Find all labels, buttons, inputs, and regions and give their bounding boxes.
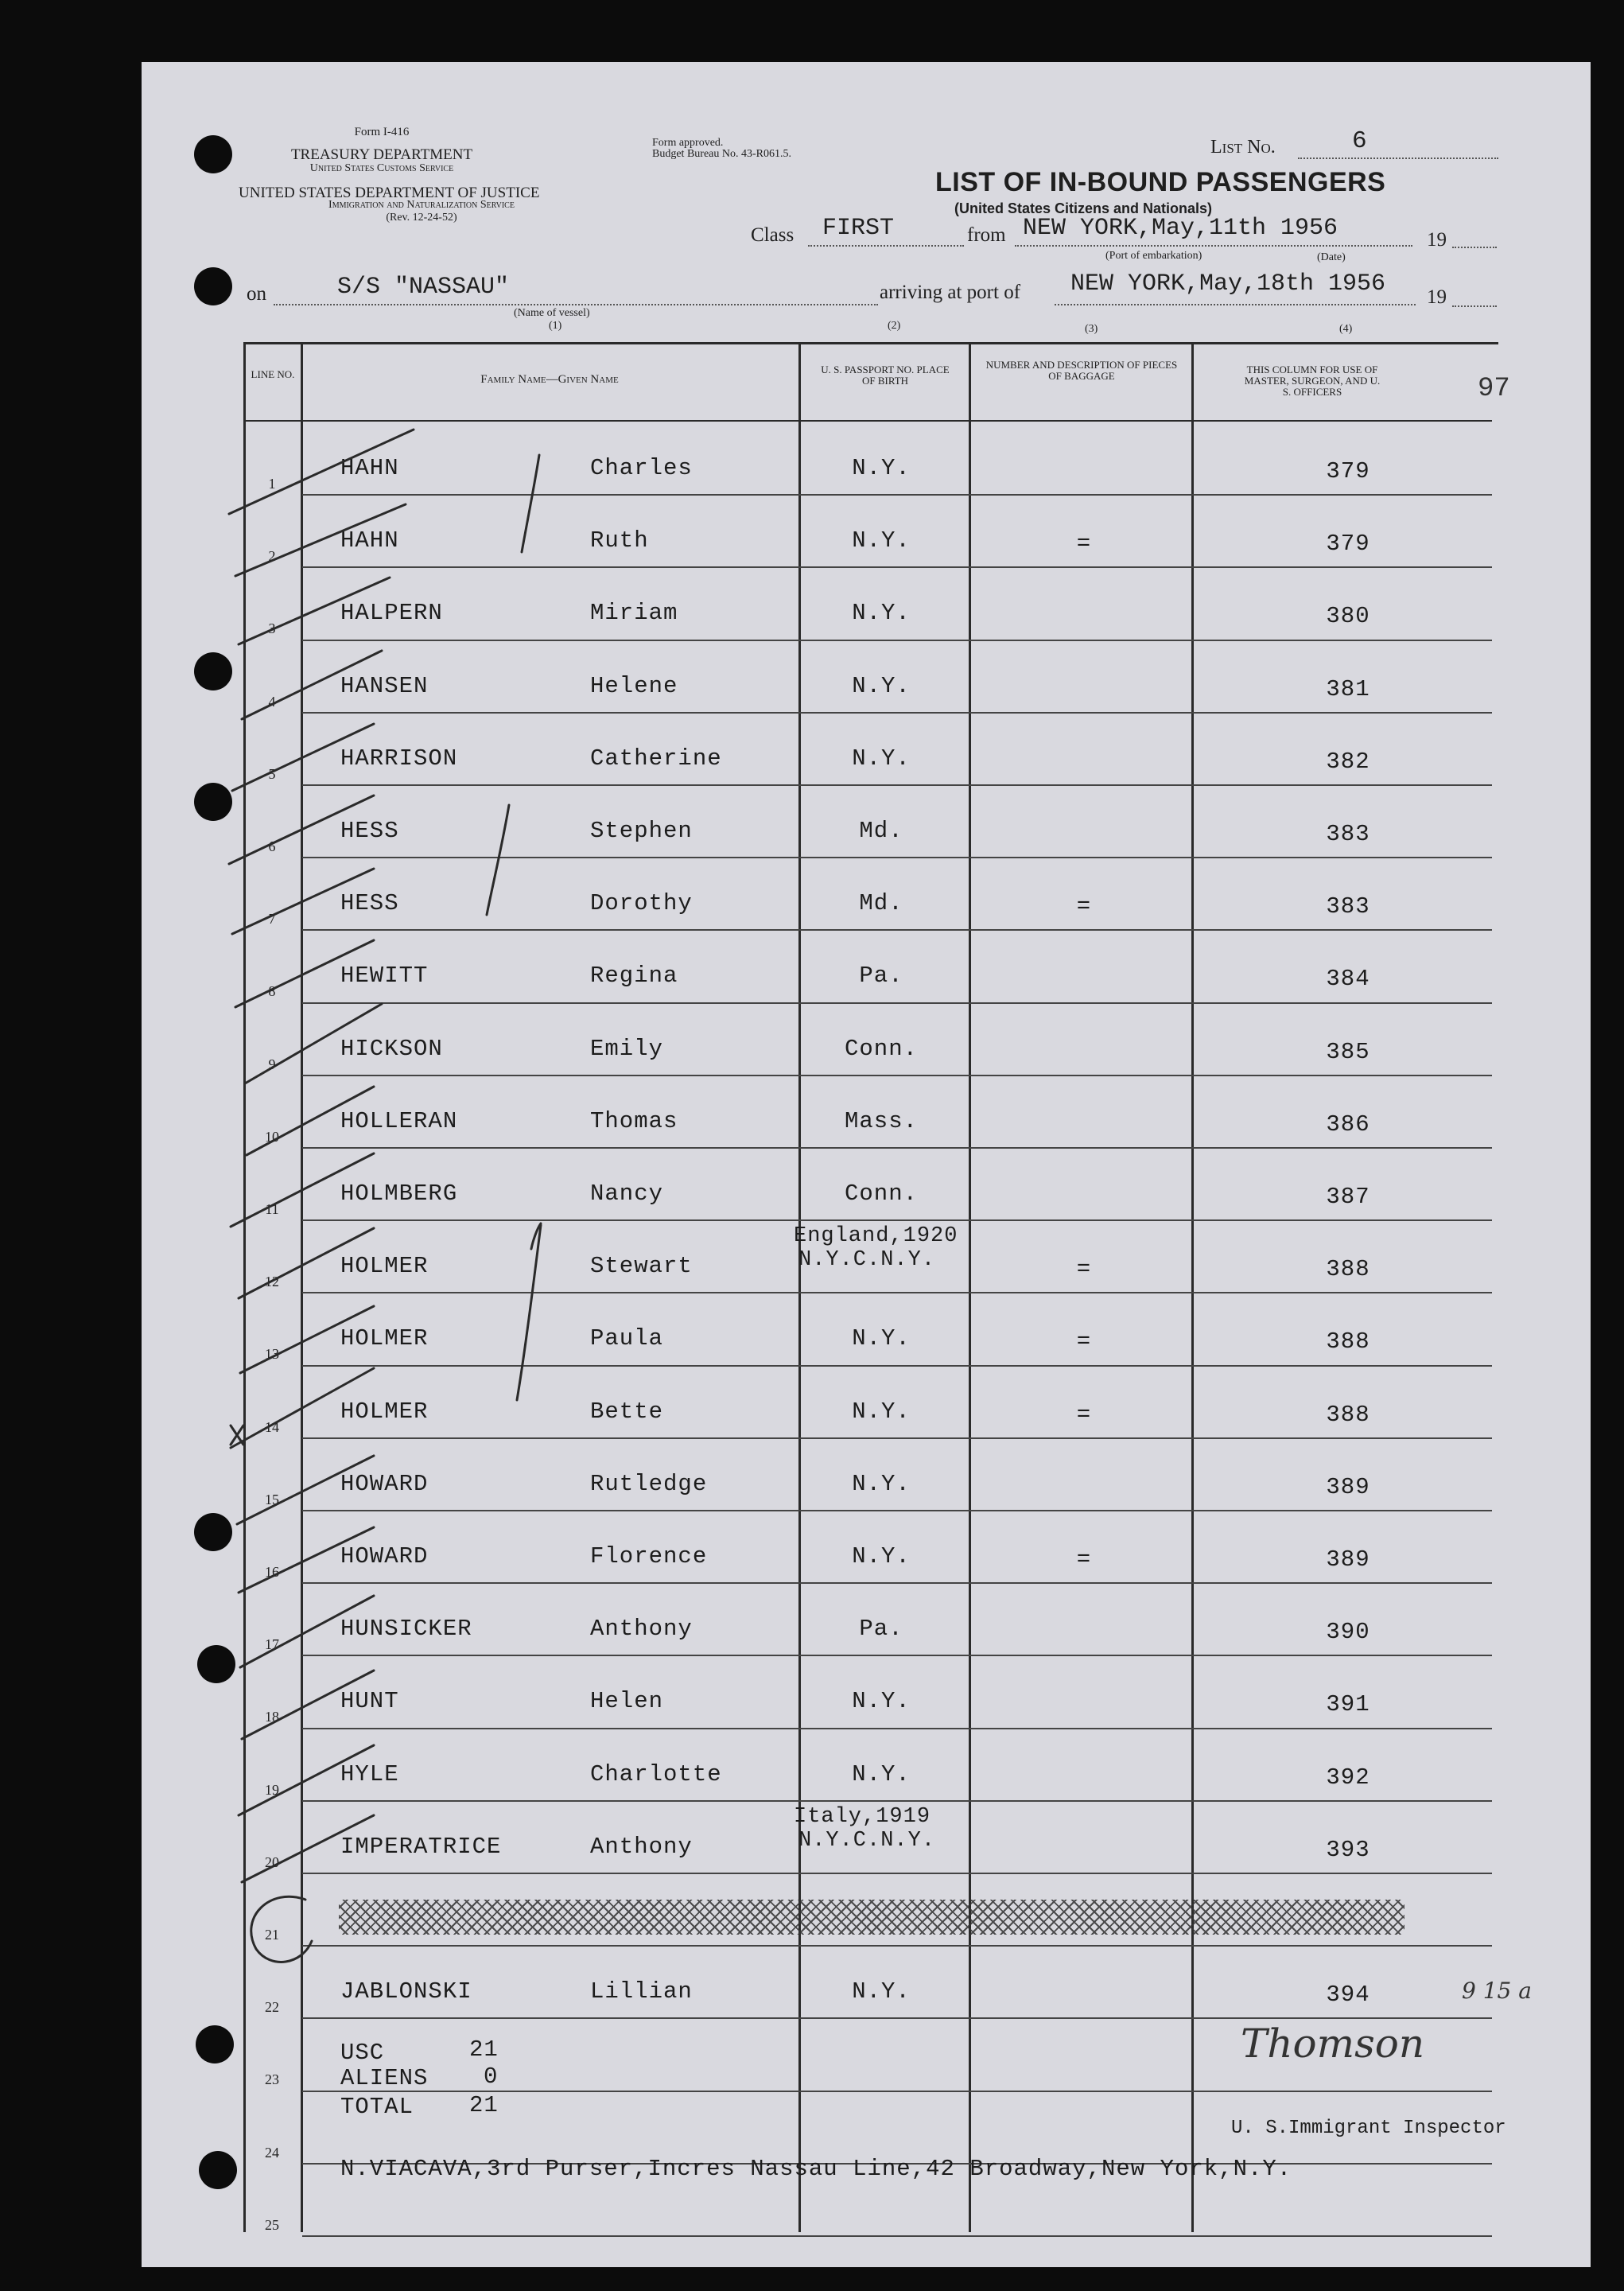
family-name: HARRISON xyxy=(340,745,458,772)
from-label: from xyxy=(967,224,1006,246)
line-number: 24 xyxy=(265,2145,279,2161)
given-name: Stewart xyxy=(590,1253,693,1279)
officer-number: 379 xyxy=(1326,458,1370,484)
date-caption: (Date) xyxy=(1317,251,1346,263)
on-label: on xyxy=(247,283,266,305)
crossed-out-entry xyxy=(339,1900,1404,1935)
baggage-mark: = xyxy=(1076,1546,1092,1573)
baggage-mark: = xyxy=(1076,1402,1092,1428)
purser-line: N.VIACAVA,3rd Purser,Incres Nassau Line,42 Broadway,New York,N.Y. xyxy=(340,2156,1292,2182)
total-count: 21 xyxy=(469,2092,499,2118)
officer-number: 388 xyxy=(1326,1402,1370,1428)
handwritten-page-number: 97 xyxy=(1478,374,1510,404)
birth-country-year: Italy,1919 xyxy=(794,1805,931,1829)
given-name: Dorothy xyxy=(590,890,693,916)
given-name: Anthony xyxy=(590,1834,693,1860)
family-name: JABLONSKI xyxy=(340,1978,472,2005)
col-num-2: (2) xyxy=(888,320,901,332)
family-name: HOWARD xyxy=(340,1543,429,1569)
family-name: HUNT xyxy=(340,1688,399,1714)
line-number: 19 xyxy=(265,1782,279,1798)
vessel-caption: (Name of vessel) xyxy=(514,307,590,319)
family-name: HAHN xyxy=(340,455,399,481)
line-number: 11 xyxy=(265,1201,279,1217)
place-of-birth: Pa. xyxy=(859,963,903,989)
family-name: HOLMER xyxy=(340,1253,429,1279)
officer-number: 383 xyxy=(1326,821,1370,847)
given-name: Catherine xyxy=(590,745,722,772)
col-num-3: (3) xyxy=(1085,323,1098,335)
punch-hole xyxy=(199,2151,237,2189)
place-of-birth: N.Y. xyxy=(852,1398,911,1425)
family-name: HUNSICKER xyxy=(340,1616,472,1642)
vessel-name: S/S "NASSAU" xyxy=(337,274,510,301)
officer-number: 391 xyxy=(1326,1691,1370,1717)
family-name: HYLE xyxy=(340,1761,399,1787)
family-name: HOLMBERG xyxy=(340,1181,458,1207)
from-year-suffix: 19 xyxy=(1427,229,1447,251)
given-name: Paula xyxy=(590,1325,664,1352)
punch-hole xyxy=(194,652,232,690)
inspector-caption: U. S.Immigrant Inspector xyxy=(1231,2118,1506,2139)
officer-number: 385 xyxy=(1326,1039,1370,1065)
officer-number: 382 xyxy=(1326,749,1370,775)
given-name: Charles xyxy=(590,455,693,481)
line-number: 4 xyxy=(268,694,276,710)
usc-label: USC xyxy=(340,2040,385,2066)
budget-bureau: Budget Bureau No. 43-R061.5. xyxy=(652,148,791,160)
given-name: Helen xyxy=(590,1688,664,1714)
family-name: HESS xyxy=(340,890,399,916)
place-of-birth: N.Y. xyxy=(852,1761,911,1787)
arriving-value: NEW YORK,May,18th 1956 xyxy=(1070,270,1386,298)
baggage-mark: = xyxy=(1076,531,1092,557)
arriving-label: arriving at port of xyxy=(880,282,1021,303)
col-header-passport: U. S. PASSPORT NO. PLACE OF BIRTH xyxy=(821,364,950,387)
family-name: IMPERATRICE xyxy=(340,1834,502,1860)
place-of-birth: N.Y. xyxy=(852,1688,911,1714)
given-name: Charlotte xyxy=(590,1761,722,1787)
birth-country-year: England,1920 xyxy=(794,1224,958,1248)
form-subtitle: (United States Citizens and Nationals) xyxy=(954,200,1213,216)
form-number: Form I-416 xyxy=(354,126,410,138)
officer-number: 386 xyxy=(1326,1111,1370,1138)
col-header-baggage: NUMBER AND DESCRIPTION OF PIECES OF BAGGAGE xyxy=(985,359,1178,382)
place-of-birth: N.Y. xyxy=(852,455,911,481)
family-name: HEWITT xyxy=(340,963,429,989)
place-of-birth: Conn. xyxy=(844,1036,918,1062)
line-number: 16 xyxy=(265,1564,279,1580)
line-number: 6 xyxy=(268,838,276,854)
place-of-birth: N.Y.C.N.Y. xyxy=(798,1248,936,1272)
given-name: Florence xyxy=(590,1543,708,1569)
punch-hole xyxy=(197,1645,235,1683)
col-header-name: Family Name—Given Name xyxy=(480,373,619,386)
family-name: HICKSON xyxy=(340,1036,443,1062)
col-header-officers: THIS COLUMN FOR USE OF MASTER, SURGEON, AND U. S. OFFICERS xyxy=(1244,364,1381,398)
line-number: 15 xyxy=(265,1492,279,1507)
ins-service: Immigration and Naturalization Service xyxy=(328,199,515,211)
line-number: 5 xyxy=(268,766,276,782)
officer-number: 393 xyxy=(1326,1837,1370,1863)
place-of-birth: N.Y. xyxy=(852,1325,911,1352)
form-approved: Form approved. xyxy=(652,137,724,149)
given-name: Miriam xyxy=(590,600,678,626)
class-value: FIRST xyxy=(822,215,895,242)
family-name: HOLLERAN xyxy=(340,1108,458,1134)
treasury-dept: TREASURY DEPARTMENT xyxy=(290,146,473,163)
officer-number: 381 xyxy=(1326,676,1370,702)
line-number: 2 xyxy=(268,548,276,564)
class-label: Class xyxy=(751,224,795,246)
line-number: 23 xyxy=(265,2071,279,2087)
family-name: HALPERN xyxy=(340,600,443,626)
col-header-line-no: LINE NO. xyxy=(251,368,295,380)
line-number: 18 xyxy=(265,1709,279,1725)
officer-number: 390 xyxy=(1326,1619,1370,1645)
officer-number: 388 xyxy=(1326,1256,1370,1282)
line-number: 8 xyxy=(268,983,276,999)
inspector-date-mark: 9 15 a xyxy=(1462,1978,1532,2004)
officer-number: 387 xyxy=(1326,1184,1370,1210)
given-name: Ruth xyxy=(590,527,649,554)
customs-service: United States Customs Service xyxy=(309,162,454,174)
family-name: HAHN xyxy=(340,527,399,554)
place-of-birth: N.Y. xyxy=(852,1471,911,1497)
aliens-count: 0 xyxy=(484,2063,499,2090)
given-name: Helene xyxy=(590,673,678,699)
place-of-birth: N.Y. xyxy=(852,745,911,772)
arriving-year-suffix: 19 xyxy=(1427,286,1447,308)
officer-number: 394 xyxy=(1326,1982,1370,2008)
place-of-birth: N.Y. xyxy=(852,600,911,626)
given-name: Bette xyxy=(590,1398,664,1425)
given-name: Nancy xyxy=(590,1181,664,1207)
aliens-label: ALIENS xyxy=(340,2065,429,2091)
family-name: HESS xyxy=(340,818,399,844)
punch-hole xyxy=(194,783,232,821)
place-of-birth: Mass. xyxy=(844,1108,918,1134)
line-number: 9 xyxy=(268,1056,276,1072)
baggage-mark: = xyxy=(1076,1256,1092,1282)
officer-number: 383 xyxy=(1326,893,1370,920)
col-num-1: (1) xyxy=(549,320,562,332)
given-name: Emily xyxy=(590,1036,664,1062)
family-name: HANSEN xyxy=(340,673,429,699)
place-of-birth: N.Y. xyxy=(852,673,911,699)
place-of-birth: Conn. xyxy=(844,1181,918,1207)
line-number: 25 xyxy=(265,2217,279,2233)
officer-number: 389 xyxy=(1326,1546,1370,1573)
family-name: HOLMER xyxy=(340,1325,429,1352)
line-number: 22 xyxy=(265,1999,279,2015)
officer-number: 392 xyxy=(1326,1764,1370,1791)
given-name: Stephen xyxy=(590,818,693,844)
line-number: 13 xyxy=(265,1346,279,1362)
form-title: LIST OF IN-BOUND PASSENGERS xyxy=(935,167,1386,197)
total-label: TOTAL xyxy=(340,2094,414,2120)
line-number: 10 xyxy=(265,1129,279,1145)
inspector-signature: Thomson xyxy=(1241,2021,1425,2067)
list-no-value: 6 xyxy=(1352,127,1367,155)
punch-hole xyxy=(194,1513,232,1551)
col-num-4: (4) xyxy=(1339,323,1353,335)
usc-count: 21 xyxy=(469,2036,499,2063)
port-embark-caption: (Port of embarkation) xyxy=(1105,250,1202,262)
line-number: 21 xyxy=(265,1927,279,1943)
place-of-birth: Pa. xyxy=(859,1616,903,1642)
punch-hole xyxy=(194,135,232,173)
place-of-birth: Md. xyxy=(859,818,903,844)
baggage-mark: = xyxy=(1076,1328,1092,1355)
punch-hole xyxy=(196,2025,234,2063)
place-of-birth: N.Y. xyxy=(852,1543,911,1569)
officer-number: 380 xyxy=(1326,603,1370,629)
given-name: Rutledge xyxy=(590,1471,708,1497)
baggage-mark: = xyxy=(1076,893,1092,920)
officer-number: 388 xyxy=(1326,1328,1370,1355)
line-number: 14 xyxy=(265,1419,279,1435)
given-name: Thomas xyxy=(590,1108,678,1134)
justice-dept: UNITED STATES DEPARTMENT OF JUSTICE xyxy=(239,185,540,201)
family-name: HOWARD xyxy=(340,1471,429,1497)
given-name: Anthony xyxy=(590,1616,693,1642)
line-number: 17 xyxy=(265,1636,279,1652)
from-value: NEW YORK,May,11th 1956 xyxy=(1023,215,1338,242)
place-of-birth: N.Y. xyxy=(852,527,911,554)
given-name: Regina xyxy=(590,963,678,989)
place-of-birth: Md. xyxy=(859,890,903,916)
punch-hole xyxy=(194,267,232,305)
line-number: 20 xyxy=(265,1854,279,1870)
family-name: HOLMER xyxy=(340,1398,429,1425)
line-number: 3 xyxy=(268,620,276,636)
list-no-label: List No. xyxy=(1210,137,1276,158)
place-of-birth: N.Y.C.N.Y. xyxy=(798,1829,936,1853)
given-name: Lillian xyxy=(590,1978,693,2005)
place-of-birth: N.Y. xyxy=(852,1978,911,2005)
officer-number: 379 xyxy=(1326,531,1370,557)
officer-number: 384 xyxy=(1326,966,1370,992)
line-number: 7 xyxy=(268,911,276,927)
line-number: 12 xyxy=(265,1274,279,1289)
officer-number: 389 xyxy=(1326,1474,1370,1500)
revision: (Rev. 12-24-52) xyxy=(386,212,457,224)
line-number: 1 xyxy=(268,476,276,492)
